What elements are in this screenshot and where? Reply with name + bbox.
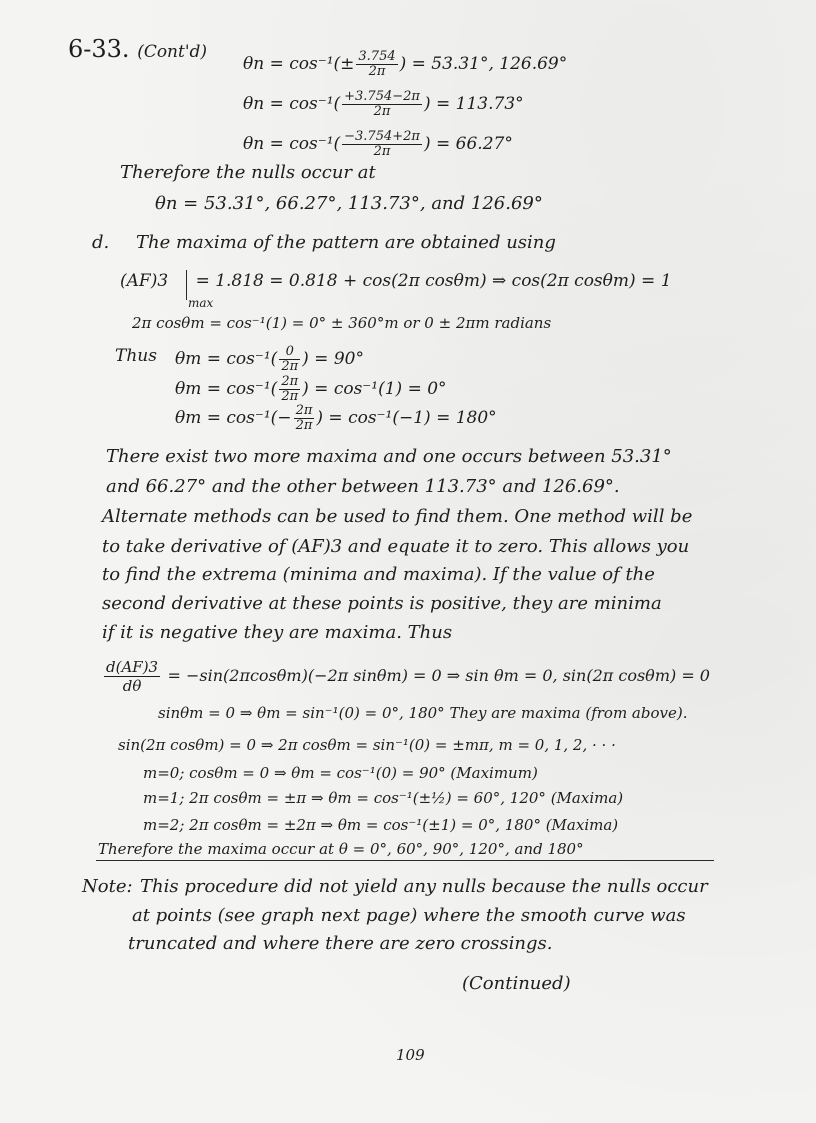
problem-number: 6-33. (Cont'd) (68, 35, 208, 63)
continued-label: (Continued) (462, 973, 571, 994)
note-label: Note: (82, 876, 133, 897)
part-d-intro: The maxima of the pattern are obtained using (136, 232, 556, 253)
sin-line: sinθm = 0 ⇒ θm = sin⁻¹(0) = 0°, 180° They are maxima (from above). (158, 704, 688, 722)
maxima-eq-2: θm = cos⁻¹( $\frac{2\pi}{2\pi}$ ) = cos⁻¹(1) = 0° (175, 374, 447, 404)
null-eq-2: θn = cos⁻¹( $\frac{+3.754-2\pi}{2\pi}$ ) = 113.73° (243, 89, 524, 119)
cos-line: 2π cosθm = cos⁻¹(1) = 0° ± 360°m or 0 ± 2πm radians (132, 314, 552, 332)
nulls-result: θn = 53.31°, 66.27°, 113.73°, and 126.69° (155, 193, 543, 214)
para-line-2: and 66.27° and the other between 113.73° and 126.69°. (106, 476, 620, 497)
contd-label: (Cont'd) (137, 42, 208, 62)
note-line-1: This procedure did not yield any nulls because the nulls occur (140, 876, 708, 897)
derivative-eq: $\frac{d(AF)3}{d\theta}$ = −sin(2πcosθm)(−2π sinθm) = 0 ⇒ sin θm = 0, sin(2π cosθm) = 0 (106, 658, 710, 695)
null-eq-3: θn = cos⁻¹( $\frac{-3.754+2\pi}{2\pi}$ ) = 66.27° (243, 129, 513, 159)
divider (96, 860, 714, 861)
max-subscript: max (188, 296, 214, 310)
para-line-4: to take derivative of (AF)3 and equate it to zero. This allows you (102, 536, 690, 557)
para-line-1: There exist two more maxima and one occurs between 53.31° (106, 446, 672, 467)
para-line-7: if it is negative they are maxima. Thus (102, 622, 453, 643)
note-line-3: truncated and where there are zero crossings. (128, 933, 553, 954)
para-line-3: Alternate methods can be used to find them. One method will be (102, 506, 693, 527)
maxima-final: Therefore the maxima occur at θ = 0°, 60°, 90°, 120°, and 180° (98, 840, 584, 858)
page-number: 109 (396, 1046, 425, 1064)
thus-label: Thus (115, 346, 157, 366)
sin2-line: sin(2π cosθm) = 0 ⇒ 2π cosθm = sin⁻¹(0) = ±mπ, m = 0, 1, 2, · · · (118, 736, 616, 754)
af-max-line: (AF)3 max = 1.818 = 0.818 + cos(2π cosθm) ⇒ cos(2π cosθm) = 1 (120, 270, 672, 292)
case-m0: m=0; cosθm = 0 ⇒ θm = cos⁻¹(0) = 90° (Maximum) (143, 764, 538, 782)
para-line-5: to find the extrema (minima and maxima). If the value of the (102, 564, 655, 585)
null-eq-1: θn = cos⁻¹(± $\frac{3.754}{2\pi}$ ) = 53.31°, 126.69° (243, 49, 568, 79)
maxima-eq-1: θm = cos⁻¹( $\frac{0}{2\pi}$ ) = 90° (175, 344, 364, 374)
case-m2: m=2; 2π cosθm = ±2π ⇒ θm = cos⁻¹(±1) = 0°, 180° (Maxima) (143, 816, 619, 834)
note-line-2: at points (see graph next page) where the smooth curve was (132, 905, 686, 926)
para-line-6: second derivative at these points is positive, they are minima (102, 593, 662, 614)
maxima-eq-3: θm = cos⁻¹(− $\frac{2\pi}{2\pi}$ ) = cos⁻¹(−1) = 180° (175, 403, 497, 433)
nulls-therefore: Therefore the nulls occur at (120, 162, 376, 183)
part-d-label: d. (92, 232, 110, 253)
case-m1: m=1; 2π cosθm = ±π ⇒ θm = cos⁻¹(±½) = 60°, 120° (Maxima) (143, 789, 624, 807)
